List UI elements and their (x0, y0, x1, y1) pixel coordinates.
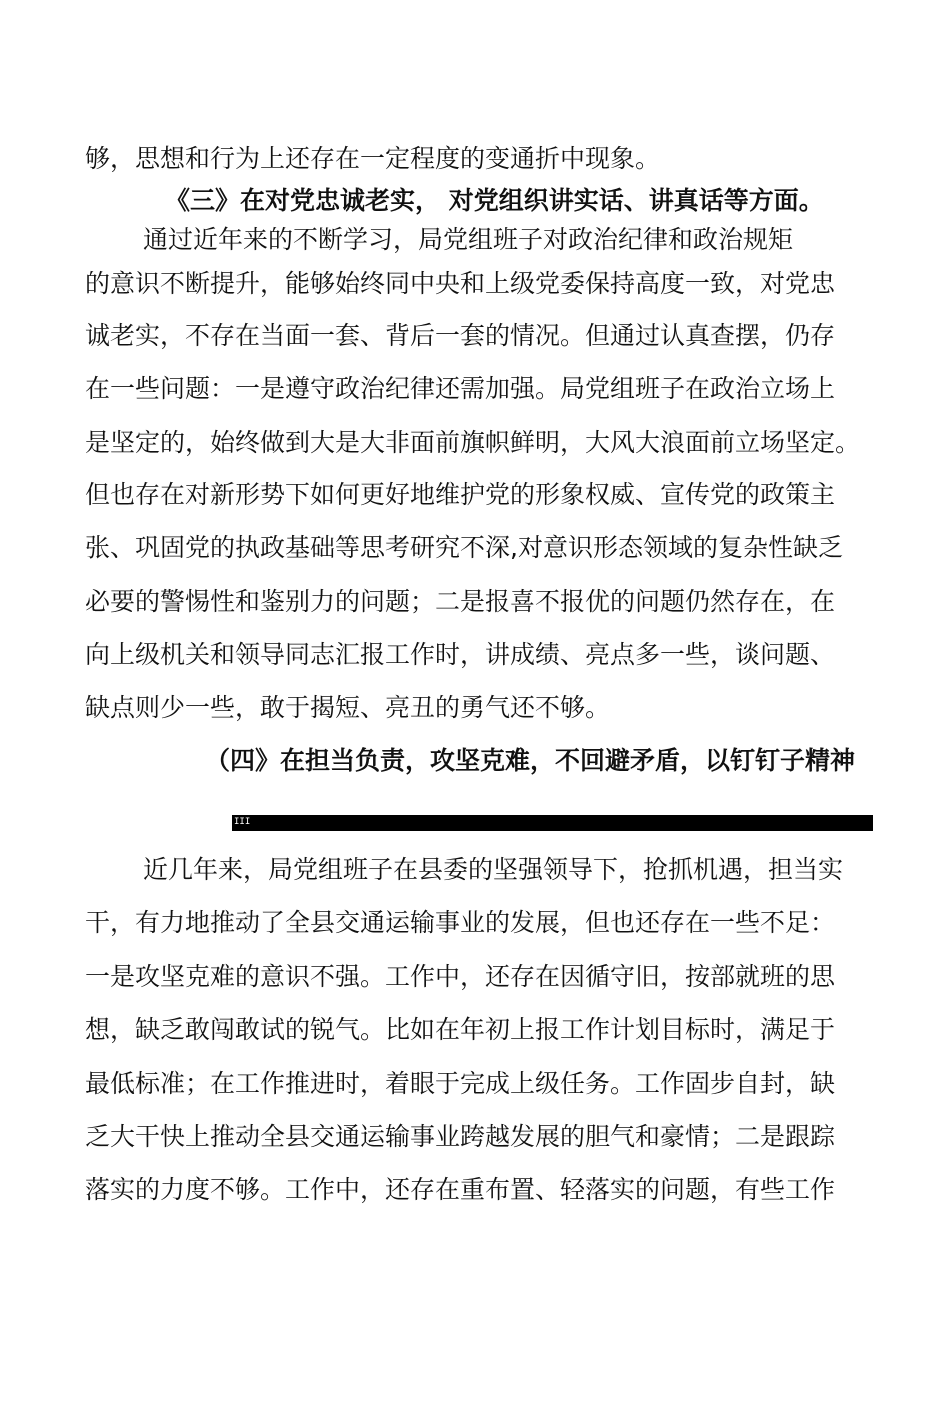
rule-mark: III (234, 817, 251, 827)
body-text-line: 向上级机关和领导同志汇报工作时，讲成绩、亮点多一些，谈问题、 (85, 640, 836, 669)
body-text-line: 想，缺乏敢闯敢试的锐气。比如在年初上报工作计划目标时，满足于 (85, 1015, 836, 1044)
body-text-line: 干，有力地推动了全县交通运输事业的发展，但也还存在一些不足： (85, 908, 836, 937)
body-text-line: 诚老实，不存在当面一套、背后一套的情况。但通过认真查摆，仍存 (85, 321, 836, 350)
body-text-line: 必要的警惕性和鉴别力的问题；二是报喜不报优的问题仍然存在，在 (85, 587, 836, 616)
body-text-line: 一是攻坚克难的意识不强。工作中，还存在因循守旧，按部就班的思 (85, 962, 836, 991)
section-heading-3: 《三》在对党忠诚老实， 对党组织讲实话、讲真话等方面。 (165, 186, 824, 215)
body-text-line: 缺点则少一些，敢于揭短、亮丑的勇气还不够。 (85, 693, 611, 722)
body-text-line: 是坚定的，始终做到大是大非面前旗帜鲜明，大风大浪面前立场坚定。 (85, 428, 861, 457)
black-rule-bar (232, 815, 873, 831)
body-text-line: 在一些问题：一是遵守政治纪律还需加强。局党组班子在政治立场上 (85, 374, 836, 403)
section-heading-4: （四》在担当负责，攻坚克难，不回避矛盾，以钉钉子精神 (205, 746, 856, 775)
body-text-line: 最低标准；在工作推进时，着眼于完成上级任务。工作固步自封，缺 (85, 1069, 836, 1098)
body-text-line: 近几年来，局党组班子在县委的坚强领导下，抢抓机遇，担当实 (143, 855, 844, 884)
body-text-line: 落实的力度不够。工作中，还存在重布置、轻落实的问题，有些工作 (85, 1175, 836, 1204)
body-text-line: 的意识不断提升，能够始终同中央和上级党委保持高度一致，对党忠 (85, 269, 836, 298)
body-text-line: 张、巩固党的执政基础等思考研究不深,对意识形态领域的复杂性缺乏 (85, 533, 843, 562)
body-text-line: 够，思想和行为上还存在一定程度的变通折中现象。 (85, 144, 661, 173)
body-text-line: 通过近年来的不断学习，局党组班子对政治纪律和政治规矩 (143, 225, 794, 254)
body-text-line: 但也存在对新形势下如何更好地维护党的形象权威、宣传党的政策主 (85, 480, 836, 509)
body-text-line: 乏大干快上推动全县交通运输事业跨越发展的胆气和豪情；二是跟踪 (85, 1122, 836, 1151)
